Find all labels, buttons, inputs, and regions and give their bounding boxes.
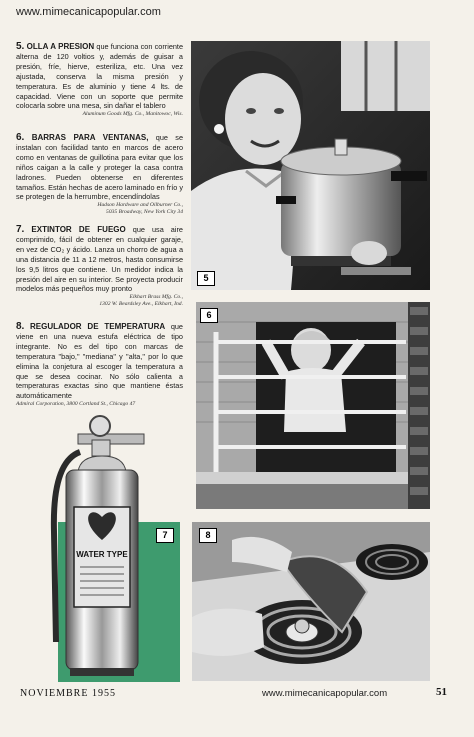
article-title: OLLA A PRESION bbox=[26, 42, 95, 51]
article-7 bbox=[16, 225, 183, 308]
article-credit: Elkhart Brass Mfg. Co., bbox=[129, 294, 183, 301]
extinguisher-label-text: WATER TYPE bbox=[76, 550, 128, 559]
pressure-cooker-illustration bbox=[191, 41, 430, 290]
article-number: 5. bbox=[16, 41, 25, 52]
site-url-header[interactable]: www.mimecanicapopular.com bbox=[16, 6, 161, 18]
stove-regulator-illustration bbox=[192, 522, 430, 681]
photo-badge: 6 bbox=[200, 308, 218, 323]
photo-badge: 8 bbox=[199, 528, 217, 543]
article-credit: Aluminum Goods Mfg. Co., Manitowoc, Wis. bbox=[82, 111, 183, 118]
article-number: 8. bbox=[16, 321, 25, 332]
article-number: 6. bbox=[16, 132, 25, 143]
article-body: que viene en una nueva estufa eléctrica de tipo integrante. No es del tipo con marcas de temperatura "bajo," "mediana" y "alta," por lo que elimina la conjetura al escoger la temperatura a que se desea cocinar. No sólo calienta a temperaturas exactas sino que mantiene éstas automáticamente bbox=[16, 322, 183, 401]
page-number: 51 bbox=[436, 686, 447, 698]
article-credit-address: 5035 Broadway, New York City 34 bbox=[106, 209, 183, 216]
site-url-footer[interactable]: www.mimecanicapopular.com bbox=[262, 688, 388, 699]
photo-stove-regulator bbox=[192, 522, 430, 681]
article-body: que se instalan con facilidad tanto en marcos de acero como en ventanas de guillotina para evitar que los niños caigan a la calle y proteger la casa contra ladrones. Pueden obtenerse en diferentes tamaños. Están hechas de acero laminado en frío y se protegen de la herrumbre, encendíndolas bbox=[16, 133, 184, 202]
photo-badge: 5 bbox=[197, 271, 215, 286]
article-body: que funciona con corriente alterna de 120 voltios y, además de guisar a presión, fríe, hierve, esteriliza, etc. Una vez ajustada, conserva la misma presión y temperatura. Es de aluminio y tiene 4 lts. de capacidad. Viene con un soporte que permite colocarla sobre una mesa, sin dañar el tablero bbox=[16, 42, 184, 111]
article-credit: Hudson Hardware and Oilburner Co., bbox=[97, 202, 183, 209]
article-credit: Admiral Corporation, 3800 Cortland St., Chicago 47 bbox=[16, 401, 136, 408]
article-6 bbox=[16, 133, 183, 216]
article-8 bbox=[16, 322, 183, 408]
article-title: EXTINTOR DE FUEGO bbox=[31, 225, 126, 234]
photo-window-bars bbox=[196, 302, 430, 509]
issue-date: NOVIEMBRE 1955 bbox=[20, 688, 116, 699]
fire-extinguisher-illustration bbox=[40, 412, 170, 687]
window-bars-illustration bbox=[196, 302, 430, 509]
article-credit-address: 1302 W. Beardsley Ave., Elkhart, Ind. bbox=[99, 301, 183, 308]
photo-fire-extinguisher bbox=[40, 412, 170, 687]
article-title: BARRAS PARA VENTANAS, bbox=[31, 133, 149, 142]
article-title: REGULADOR DE TEMPERATURA bbox=[30, 322, 166, 331]
article-number: 7. bbox=[16, 224, 25, 235]
article-body: que usa aire comprimido, fácil de obtener en cualquier garaje, en vez de CO₂ y ácido. Lanza un chorro de agua a una distancia de 11 a 12 metros, hasta consumirse los 9,5 litros que contiene. Un medidor indica la presión del aire en su interior. Se proyecta producir modelos más pequeños muy pronto bbox=[16, 225, 183, 294]
article-5 bbox=[16, 42, 183, 118]
photo-badge: 7 bbox=[156, 528, 174, 543]
photo-pressure-cooker bbox=[191, 41, 430, 290]
